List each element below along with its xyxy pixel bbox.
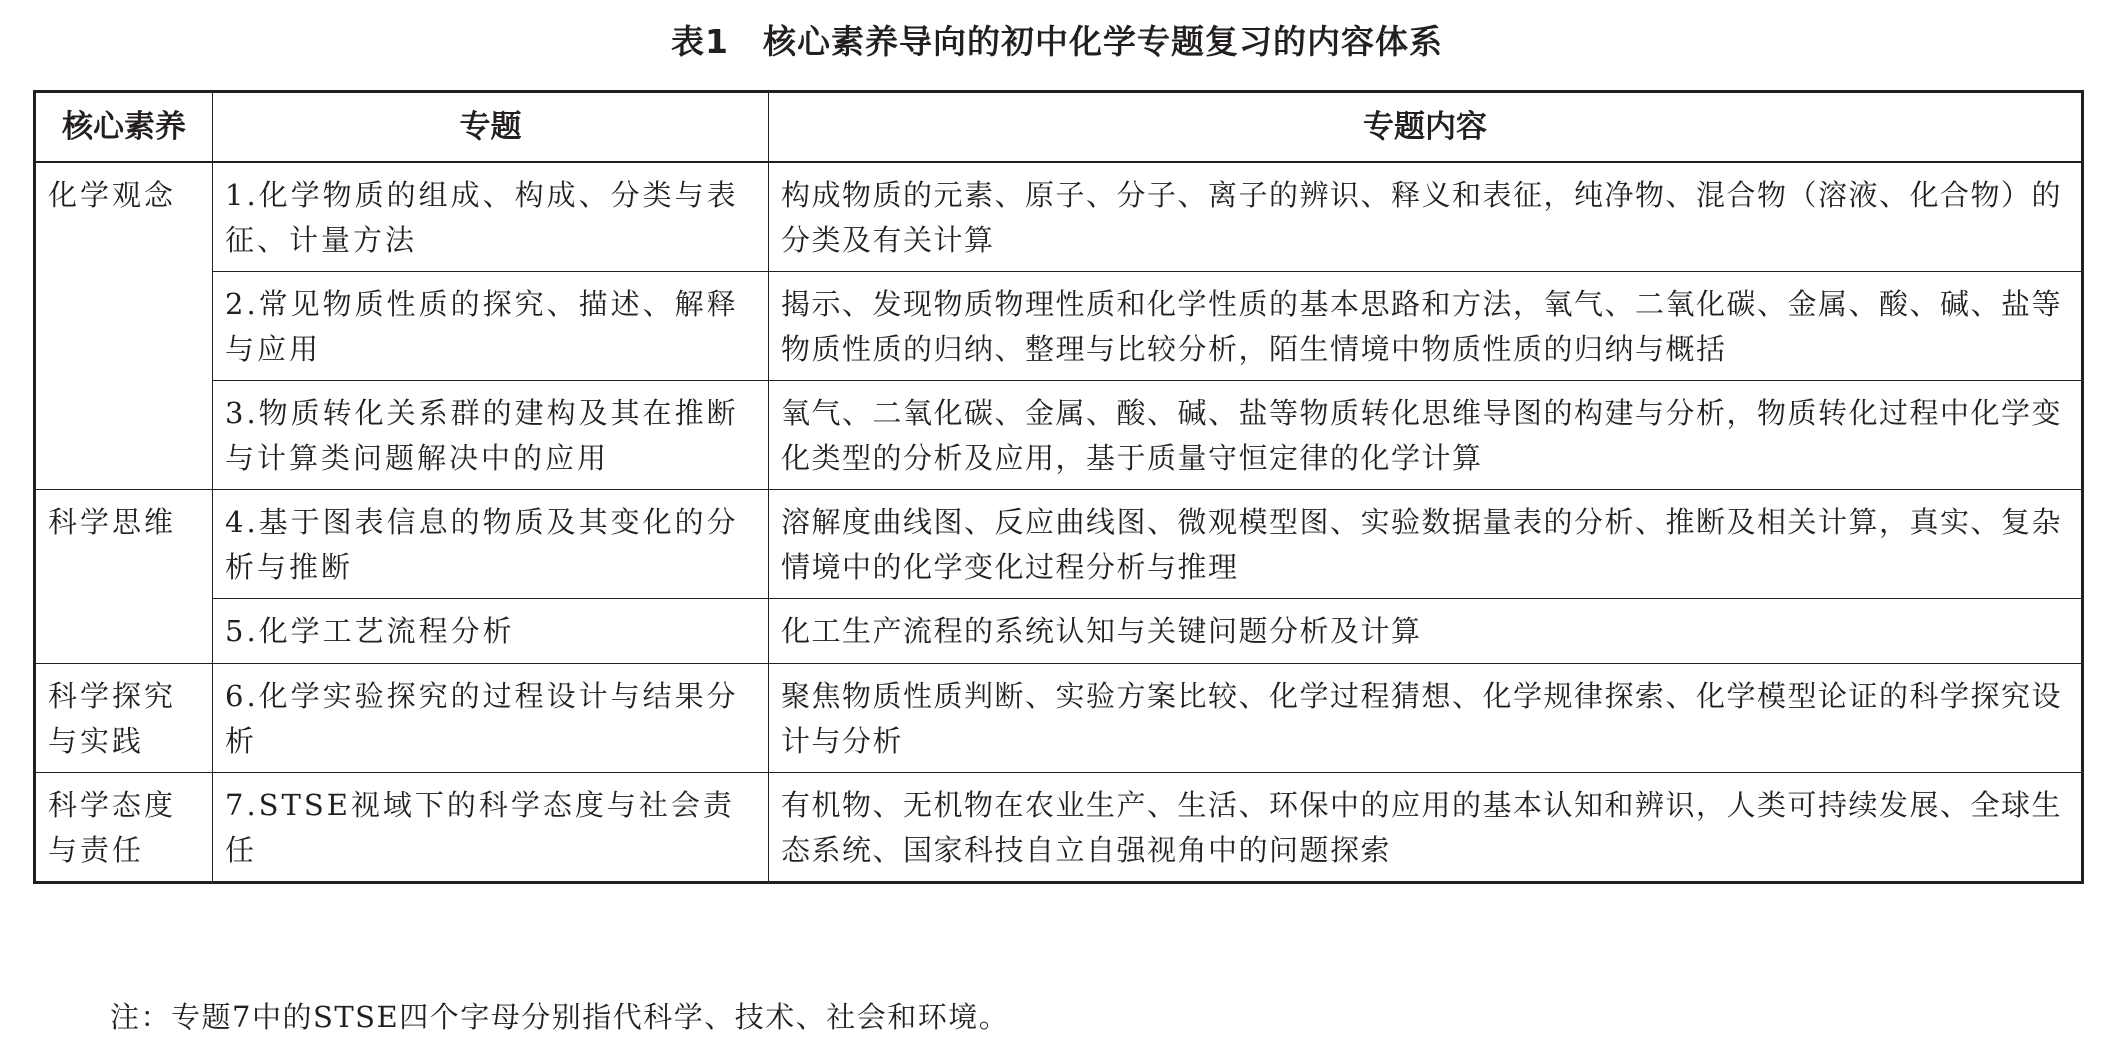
table-row: [35, 272, 2083, 381]
content-system-table: [33, 90, 2084, 884]
table-footnote: 注：专题7中的STSE四个字母分别指代科学、技术、社会和环境。: [110, 1000, 1010, 1034]
table-row: [35, 162, 2083, 272]
topic-cell: 3.物质转化关系群的建构及其在推断与计算类问题解决中的应用: [213, 381, 769, 490]
topic-cell: 1.化学物质的组成、构成、分类与表征、计量方法: [213, 162, 769, 272]
header-row: [35, 92, 2083, 163]
table-row: [35, 664, 2083, 773]
topic-cell: 7.STSE视域下的科学态度与社会责任: [213, 773, 769, 883]
topic-cell: 2.常见物质性质的探究、描述、解释与应用: [213, 272, 769, 381]
table-row: [35, 490, 2083, 599]
content-cell: 构成物质的元素、原子、分子、离子的辨识、释义和表征，纯净物、混合物（溶液、化合物）的分类及有关计算: [769, 162, 2083, 272]
table-row: [35, 381, 2083, 490]
header-literacy: 核心素养: [35, 92, 213, 163]
table-row: [35, 773, 2083, 883]
literacy-cell: 化学观念: [35, 162, 213, 490]
literacy-cell: 科学探究与实践: [35, 664, 213, 773]
content-cell: 有机物、无机物在农业生产、生活、环保中的应用的基本认知和辨识，人类可持续发展、全球生态系统、国家科技自立自强视角中的问题探索: [769, 773, 2083, 883]
table-title: 表1 核心素养导向的初中化学专题复习的内容体系: [671, 22, 1443, 61]
topic-cell: 5.化学工艺流程分析: [213, 599, 769, 664]
content-cell: 溶解度曲线图、反应曲线图、微观模型图、实验数据量表的分析、推断及相关计算，真实、复杂情境中的化学变化过程分析与推理: [769, 490, 2083, 599]
header-content: 专题内容: [769, 92, 2083, 163]
topic-cell: 6.化学实验探究的过程设计与结果分析: [213, 664, 769, 773]
content-cell: 氧气、二氧化碳、金属、酸、碱、盐等物质转化思维导图的构建与分析，物质转化过程中化学变化类型的分析及应用，基于质量守恒定律的化学计算: [769, 381, 2083, 490]
literacy-cell: 科学思维: [35, 490, 213, 664]
content-cell: 化工生产流程的系统认知与关键问题分析及计算: [769, 599, 2083, 664]
table-row: [35, 599, 2083, 664]
literacy-cell: 科学态度与责任: [35, 773, 213, 883]
content-cell: 聚焦物质性质判断、实验方案比较、化学过程猜想、化学规律探索、化学模型论证的科学探究设计与分析: [769, 664, 2083, 773]
topic-cell: 4.基于图表信息的物质及其变化的分析与推断: [213, 490, 769, 599]
header-topic: 专题: [213, 92, 769, 163]
content-cell: 揭示、发现物质物理性质和化学性质的基本思路和方法，氧气、二氧化碳、金属、酸、碱、盐等物质性质的归纳、整理与比较分析，陌生情境中物质性质的归纳与概括: [769, 272, 2083, 381]
